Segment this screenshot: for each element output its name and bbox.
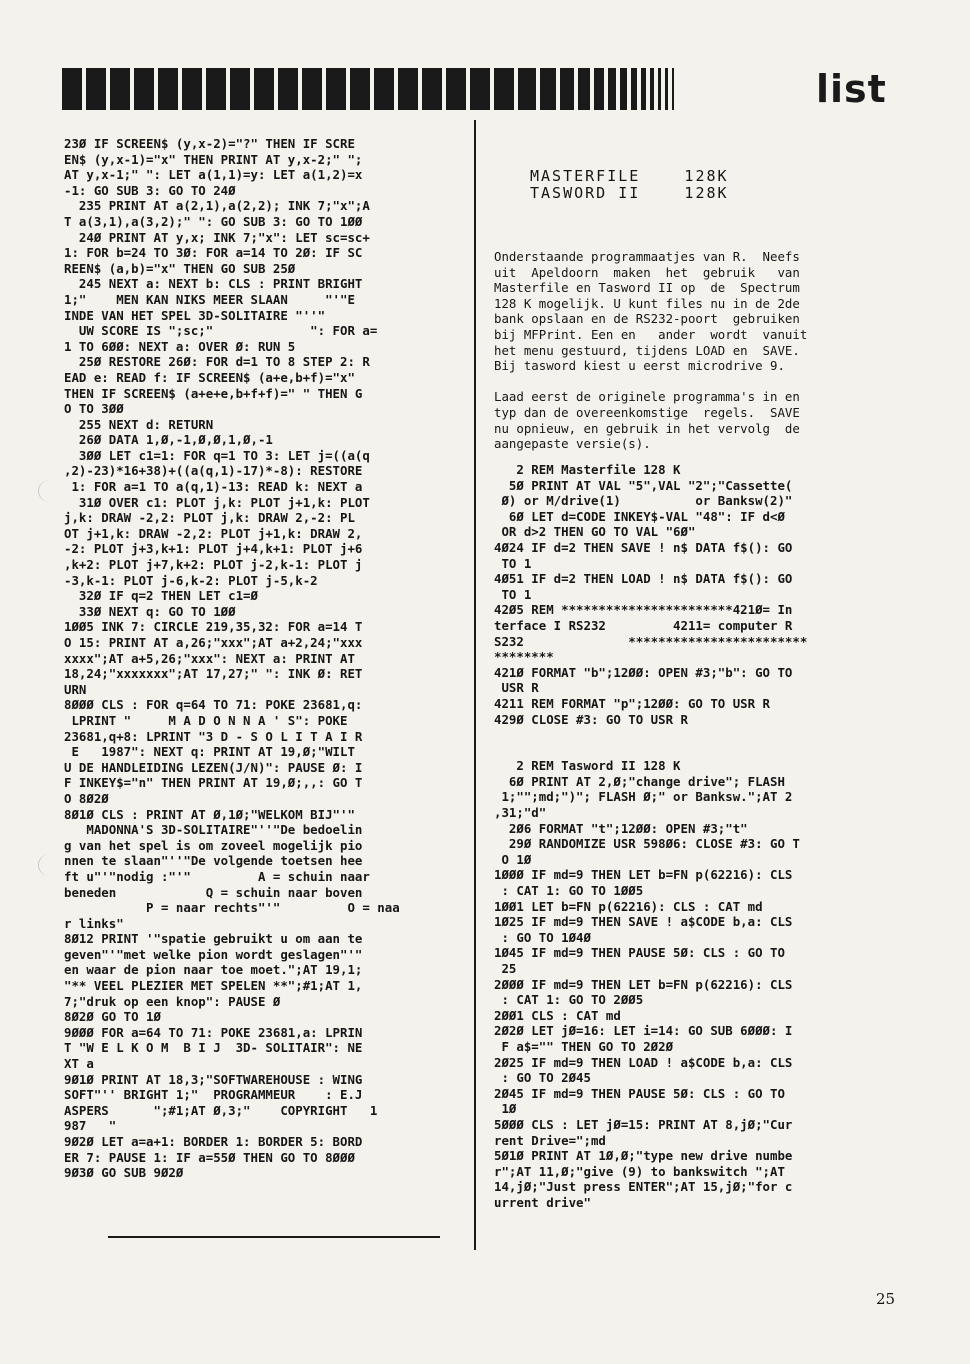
article-intro: Onderstaande programmaatjes van R. Neefs uit Apeldoorn maken het gebruik van Masterfile en Tasword II op de Spectrum 128 K mogelijk. U kunt files nu in de 2de bank opslaan en de RS232-poort gebruiken bij MFPrint. Een en ander wordt vanuit het menu gestuurd, tijdens LOAD en SAVE. Bij tasword kiest u eerst microdrive 9. Laad eerst de originele programma's in en typ dan de overeenkomstige regels. SAVE nu opnieuw, en gebruik in het vervolg de aangepaste versie(s).: [494, 249, 808, 452]
punch-hole-mark: [38, 854, 61, 876]
bottom-rule: [108, 1236, 440, 1238]
section-label: list: [816, 67, 887, 111]
article-title: MASTERFILE 128K TASWORD II 128K: [530, 167, 729, 202]
program-listing-right: 2 REM Masterfile 128 K 5Ø PRINT AT VAL "5",VAL "2";"Cassette( Ø) or M/drive(1) or Banksw(2)" 6Ø LET d=CODE INKEY$-VAL "48": IF d<Ø OR d>2 THEN GO TO VAL "6Ø" 4Ø24 IF d=2 THEN SAVE ! n$ DATA f$(): GO TO 1 4Ø51 IF d=2 THEN LOAD ! n$ DATA f$(): GO TO 1 42Ø5 REM ***********************421Ø= In terface I RS232 4211= computer R S232 ************************ ******** 421Ø FORMAT "b";12ØØ: OPEN #3;"b": GO TO USR R 4211 REM FORMAT "p";12ØØ: GO TO USR R 429Ø CLOSE #3: GO TO USR R 2 REM Tasword II 128 K 6Ø PRINT AT 2,Ø;"change drive"; FLASH 1;"";md;")"; FLASH Ø;" or Banksw.";AT 2 ,31;"d" 2Ø6 FORMAT "t";12ØØ: OPEN #3;"t" 29Ø RANDOMIZE USR 598Ø6: CLOSE #3: GO T O 1Ø 1ØØØ IF md=9 THEN LET b=FN p(62216): CLS : CAT 1: GO TO 1ØØ5 1ØØ1 LET b=FN p(62216): CLS : CAT md 1Ø25 IF md=9 THEN SAVE ! a$CODE b,a: CLS : GO TO 1Ø4Ø 1Ø45 IF md=9 THEN PAUSE 5Ø: CLS : GO TO 25 2ØØØ IF md=9 THEN LET b=FN p(62216): CLS : CAT 1: GO TO 2ØØ5 2ØØ1 CLS : CAT md 2Ø2Ø LET jØ=16: LET i=14: GO SUB 6ØØØ: I F a$="" THEN GO TO 2Ø2Ø 2Ø25 IF md=9 THEN LOAD ! a$CODE b,a: CLS : GO TO 2Ø45 2Ø45 IF md=9 THEN PAUSE 5Ø: CLS : GO TO 1Ø 5ØØØ CLS : LET jØ=15: PRINT AT 8,jØ;"Cur rent Drive=";md 5Ø1Ø PRINT AT 1Ø,Ø;"type new drive numbe r";AT 11,Ø;"give (9) to bankswitch ";AT 14,jØ;"Just press ENTER";AT 15,jØ;"for c urrent drive": [494, 462, 808, 1210]
column-divider: [474, 120, 476, 1250]
program-listing-left: 23Ø IF SCREEN$ (y,x-2)="?" THEN IF SCRE EN$ (y,x-1)="x" THEN PRINT AT y,x-2;" "; AT y,x-1;" ": LET a(1,1)=y: LET a(1,2)=x -1: GO SUB 3: GO TO 24Ø 235 PRINT AT a(2,1),a(2,2); INK 7;"x";A T a(3,1),a(3,2);" ": GO SUB 3: GO TO 1ØØ 24Ø PRINT AT y,x; INK 7;"x": LET sc=sc+ 1: FOR b=24 TO 3Ø: FOR a=14 TO 2Ø: IF SC REEN$ (a,b)="x" THEN GO SUB 25Ø 245 NEXT a: NEXT b: CLS : PRINT BRIGHT 1;" MEN KAN NIKS MEER SLAAN "'"E INDE VAN HET SPEL 3D-SOLITAIRE "''" UW SCORE IS ";sc;" ": FOR a= 1 TO 6ØØ: NEXT a: OVER Ø: RUN 5 25Ø RESTORE 26Ø: FOR d=1 TO 8 STEP 2: R EAD e: READ f: IF SCREEN$ (a+e,b+f)="x" THEN IF SCREEN$ (a+e+e,b+f+f)=" " THEN G O TO 3ØØ 255 NEXT d: RETURN 26Ø DATA 1,Ø,-1,Ø,Ø,1,Ø,-1 3ØØ LET c1=1: FOR q=1 TO 3: LET j=((a(q ,2)-23)*16+38)+((a(q,1)-17)*-8): RESTORE 1: FOR a=1 TO a(q,1)-13: READ k: NEXT a 31Ø OVER c1: PLOT j,k: PLOT j+1,k: PLOT j,k: DRAW -2,2: PLOT j,k: DRAW 2,-2: PL OT j+1,k: DRAW -2,2: PLOT j+1,k: DRAW 2, -2: PLOT j+3,k+1: PLOT j+4,k+1: PLOT j+6 ,k+2: PLOT j+7,k+2: PLOT j-2,k-1: PLOT j -3,k-1: PLOT j-6,k-2: PLOT j-5,k-2 32Ø IF q=2 THEN LET c1=Ø 33Ø NEXT q: GO TO 1ØØ 1ØØ5 INK 7: CIRCLE 219,35,32: FOR a=14 T O 15: PRINT AT a,26;"xxx";AT a+2,24;"xxx xxxx";AT a+5,26;"xxx": NEXT a: PRINT AT 18,24;"xxxxxxx";AT 17,27;" ": INK Ø: RET URN 8ØØØ CLS : FOR q=64 TO 71: POKE 23681,q: LPRINT " M A D O N N A ' S": POKE 23681,q+8: LPRINT "3 D - S O L I T A I R E 1987": NEXT q: PRINT AT 19,Ø;"WILT U DE HANDLEIDING LEZEN(J/N)": PAUSE Ø: I F INKEY$="n" THEN PRINT AT 19,Ø;,,: GO T O 8Ø2Ø 8Ø1Ø CLS : PRINT AT Ø,1Ø;"WELKOM BIJ"'" MADONNA'S 3D-SOLITAIRE"''"De bedoelin g van het spel is om zoveel mogelijk pio nnen te slaan"''"De volgende toetsen hee ft u"'"nodig :"'" A = schuin naar beneden Q = schuin naar boven P = naar rechts"'" O = naa r links" 8Ø12 PRINT '"spatie gebruikt u om aan te geven"'"met welke pion wordt geslagen"'" en waar de pion naar toe moet.";AT 19,1; "** VEEL PLEZIER MET SPELEN **";#1;AT 1, 7;"druk op een knop": PAUSE Ø 8Ø2Ø GO TO 1Ø 9ØØØ FOR a=64 TO 71: POKE 23681,a: LPRIN T "W E L K O M B I J 3D- SOLITAIR": NE XT a 9Ø1Ø PRINT AT 18,3;"SOFTWAREHOUSE : WING SOFT"'' BRIGHT 1;" PROGRAMMEUR : E.J ASPERS ";#1;AT Ø,3;" COPYRIGHT 1 987 " 9Ø2Ø LET a=a+1: BORDER 1: BORDER 5: BORD ER 7: PAUSE 1: IF a=55Ø THEN GO TO 8ØØØ 9Ø3Ø GO SUB 9Ø2Ø: [64, 136, 400, 1181]
header-bar: [62, 68, 802, 110]
punch-hole-mark: [38, 480, 61, 502]
page-number: 25: [876, 1290, 896, 1308]
